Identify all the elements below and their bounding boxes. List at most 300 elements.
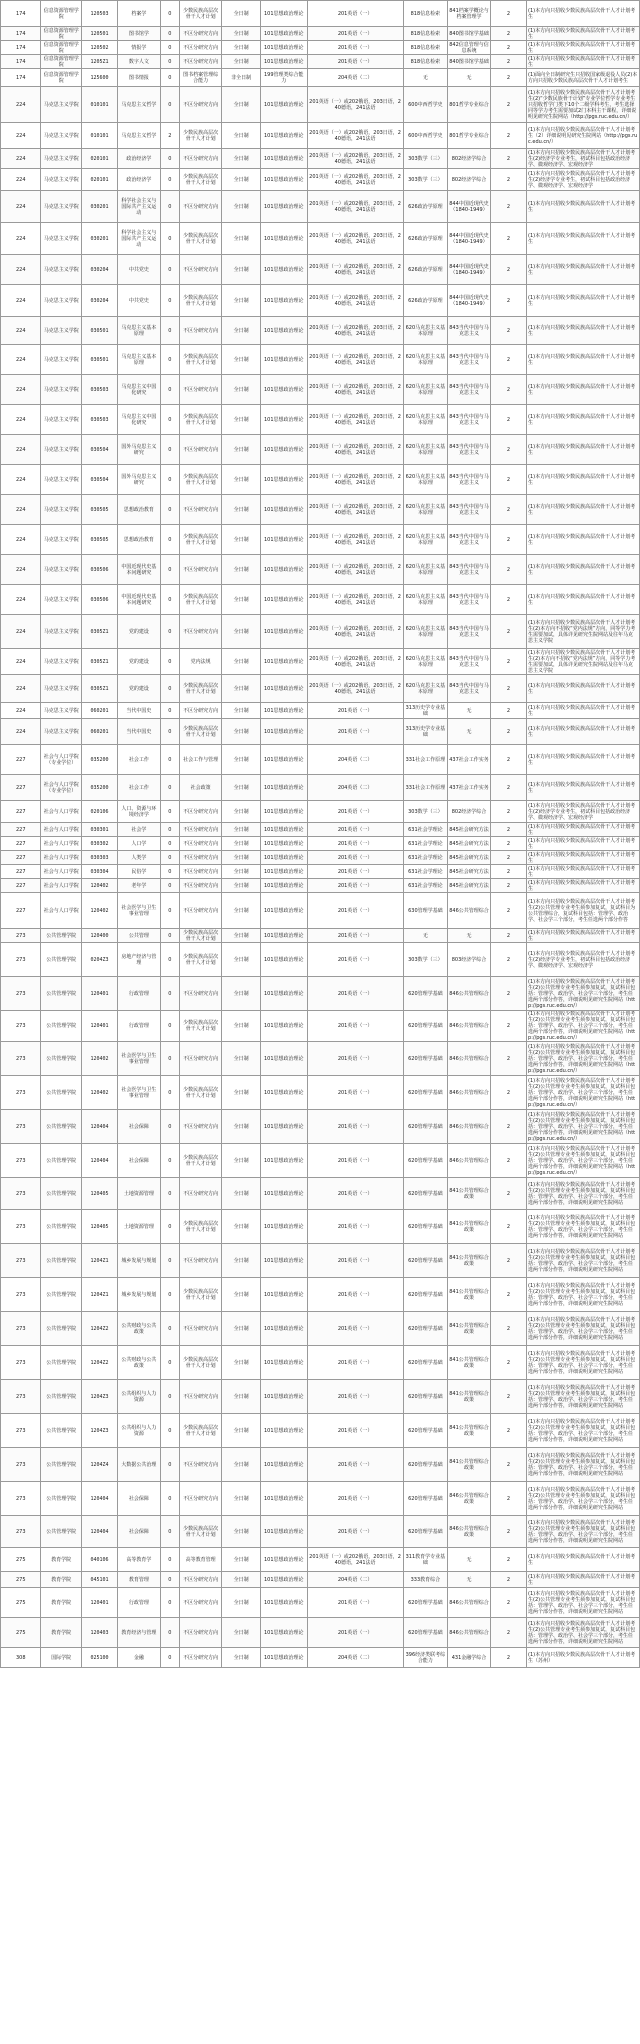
exam-language-cell: 201英语（一）或202俄语，203日语，240德语，241法语 — [307, 555, 403, 585]
remarks-cell: (1)本方向只招收少数民族高层次骨干人才计划考生(2)公共管理专业考生须参加复试，复试科目包括：管理学、政治学、社会学三个部分，考生任选两个部分作答，详细说明见研究生院网站 — [527, 1278, 640, 1312]
exam-subject1-cell: 818信息检索 — [403, 55, 448, 69]
exam-politics-cell: 101思想政治理论 — [260, 675, 307, 703]
quota-cell: 0 — [160, 1011, 179, 1042]
major-name-cell: 政治经济学 — [118, 149, 161, 169]
exam-politics-cell: 101思想政治理论 — [260, 465, 307, 495]
study-mode-cell: 非全日制 — [222, 69, 260, 87]
major-code-cell: 025100 — [81, 1648, 117, 1668]
plan-count-cell: 2 — [490, 285, 526, 317]
exam-politics-cell: 199管理类综合能力 — [260, 69, 307, 87]
direction-cell: 不区分研究方向 — [179, 1380, 222, 1414]
direction-cell: 少数民族高层次骨干人才计划 — [179, 345, 222, 375]
exam-language-cell: 201英语（一） — [307, 801, 403, 823]
school-code-cell: 227 — [1, 775, 41, 801]
table-row — [1, 55, 640, 69]
remarks-cell: (1)本方向只招收少数民族高层次骨干人才计划考生(2)公共管理专业考生须参加复试，复试科目包括：管理学、政治学、社会学三个部分，考生任选两个部分作答，详细说明见研究生院网站 — [527, 1588, 640, 1618]
school-code-cell: 273 — [1, 1144, 41, 1178]
quota-cell: 0 — [160, 615, 179, 649]
remarks-cell: (1)本方向只招收少数民族高层次骨干人才计划考生（苏州） — [527, 1648, 640, 1668]
plan-count-cell: 2 — [490, 1011, 526, 1042]
school-name-cell: 马克思主义学院 — [41, 495, 81, 525]
exam-subject1-cell: 303数学（三） — [403, 801, 448, 823]
exam-subject2-cell: 846公共管理综合政策 — [448, 1516, 491, 1548]
plan-count-cell: 2 — [490, 1618, 526, 1648]
plan-count-cell: 2 — [490, 223, 526, 255]
quota-cell: 0 — [160, 169, 179, 191]
major-name-cell: 思想政治教育 — [118, 495, 161, 525]
exam-subject2-cell: 845社会研究方法 — [448, 837, 491, 851]
major-code-cell: 035200 — [81, 775, 117, 801]
study-mode-cell: 全日制 — [222, 317, 260, 345]
quota-cell: 0 — [160, 69, 179, 87]
major-code-cell: 120401 — [81, 1011, 117, 1042]
direction-cell: 少数民族高层次骨干人才计划 — [179, 719, 222, 745]
school-code-cell: 224 — [1, 703, 41, 719]
exam-subject2-cell: 841公共管理综合政策 — [448, 1210, 491, 1244]
table-row — [1, 775, 640, 801]
remarks-cell: (1)本方向只招收少数民族高层次骨干人才计划考生 — [527, 55, 640, 69]
study-mode-cell: 全日制 — [222, 893, 260, 929]
major-code-cell: 010101 — [81, 123, 117, 149]
major-name-cell: 中共党史 — [118, 285, 161, 317]
study-mode-cell: 全日制 — [222, 1448, 260, 1482]
major-name-cell: 人类学 — [118, 851, 161, 865]
direction-cell: 不区分研究方向 — [179, 1648, 222, 1668]
school-name-cell: 公共管理学院 — [41, 1178, 81, 1210]
table-row — [1, 1011, 640, 1042]
plan-count-cell: 2 — [490, 375, 526, 405]
exam-subject1-cell: 620管理学基础 — [403, 1210, 448, 1244]
direction-cell: 不区分研究方向 — [179, 1042, 222, 1076]
exam-subject2-cell: 843当代中国与马克思主义 — [448, 465, 491, 495]
exam-language-cell: 201英语（一）或202俄语，203日语，240德语，241法语 — [307, 465, 403, 495]
exam-subject1-cell: 620马克思主义基本原理 — [403, 615, 448, 649]
remarks-cell: (1)本方向只招收少数民族高层次骨干人才计划考生 — [527, 865, 640, 879]
direction-cell: 不区分研究方向 — [179, 1178, 222, 1210]
direction-cell: 不区分研究方向 — [179, 879, 222, 893]
exam-politics-cell: 101思想政治理论 — [260, 375, 307, 405]
remarks-cell: (1)本方向只招收少数民族高层次骨干人才计划考生(2)经济学专业考生，初试科目包括政治经济学、微观经济学、宏观经济学 — [527, 943, 640, 977]
school-name-cell: 社会与人口学院 — [41, 801, 81, 823]
major-code-cell: 0305Z1 — [81, 649, 117, 675]
school-name-cell: 马克思主义学院 — [41, 435, 81, 465]
major-name-cell: 中国近现代史基本问题研究 — [118, 585, 161, 615]
table-row — [1, 375, 640, 405]
quota-cell: 0 — [160, 495, 179, 525]
exam-politics-cell: 101思想政治理论 — [260, 405, 307, 435]
exam-subject2-cell: 840图书馆学基础 — [448, 27, 491, 41]
table-row — [1, 169, 640, 191]
school-name-cell: 社会与人口学院 — [41, 893, 81, 929]
exam-language-cell: 201英语（一） — [307, 865, 403, 879]
quota-cell: 0 — [160, 801, 179, 823]
school-name-cell: 马克思主义学院 — [41, 169, 81, 191]
exam-subject2-cell: 801哲学专业综合 — [448, 87, 491, 123]
school-code-cell: 275 — [1, 1572, 41, 1588]
exam-politics-cell: 101思想政治理论 — [260, 123, 307, 149]
major-code-cell: 060201 — [81, 703, 117, 719]
school-name-cell: 马克思主义学院 — [41, 285, 81, 317]
plan-count-cell: 2 — [490, 255, 526, 285]
table-row — [1, 1648, 640, 1668]
exam-subject1-cell: 631社会学理论 — [403, 851, 448, 865]
exam-language-cell: 201英语（一） — [307, 719, 403, 745]
study-mode-cell: 全日制 — [222, 191, 260, 223]
remarks-cell: (1)本方向只招收少数民族高层次骨干人才计划考生 — [527, 929, 640, 943]
school-name-cell: 公共管理学院 — [41, 1042, 81, 1076]
study-mode-cell: 全日制 — [222, 1144, 260, 1178]
exam-subject2-cell: 842信息管理与信息系统 — [449, 41, 489, 54]
major-name-cell: 行政管理 — [118, 977, 161, 1011]
exam-subject2-cell: 802经济学综合 — [448, 169, 491, 191]
table-row — [1, 525, 640, 555]
quota-cell: 0 — [160, 837, 179, 851]
exam-subject1-cell: 600中西哲学史 — [403, 123, 448, 149]
quota-cell: 0 — [160, 1648, 179, 1668]
school-name-cell: 信息资源管理学院 — [41, 1, 81, 27]
exam-language-cell: 204英语（二） — [307, 745, 403, 775]
remarks-cell: (1)本方向只招收少数民族高层次骨干人才计划考生 — [527, 41, 640, 55]
direction-cell: 不区分研究方向 — [179, 1244, 222, 1278]
quota-cell: 0 — [160, 1244, 179, 1278]
major-code-cell: 1204Z1 — [81, 1278, 117, 1312]
exam-subject1-cell: 626政治学原理 — [403, 255, 448, 285]
plan-count-cell: 2 — [490, 675, 526, 703]
plan-count-cell: 2 — [490, 823, 526, 837]
direction-cell: 少数民族高层次骨干人才计划 — [179, 1144, 222, 1178]
study-mode-cell: 全日制 — [222, 1380, 260, 1414]
exam-subject1-cell: 620管理学基础 — [403, 1076, 448, 1110]
table-row — [1, 1572, 640, 1588]
major-name-cell: 党的建设 — [118, 675, 161, 703]
exam-subject1-cell: 626政治学原理 — [403, 191, 448, 223]
exam-subject2-cell: 843当代中国与马克思主义 — [448, 675, 491, 703]
exam-language-cell: 201英语（一） — [307, 1482, 403, 1516]
direction-cell: 不区分研究方向 — [179, 1572, 222, 1588]
school-name-cell: 信息资源管理学院 — [41, 69, 81, 87]
exam-politics-cell: 101思想政治理论 — [260, 801, 307, 823]
school-name-cell: 社会与人口学院 — [41, 865, 81, 879]
remarks-cell: (1)面向全日制研究生只招收国家级退役人员(2)本方向只招收少数民族高层次骨干人才计划考生 — [527, 69, 640, 87]
major-code-cell: 030302 — [81, 837, 117, 851]
plan-count-cell: 2 — [490, 1548, 526, 1572]
study-mode-cell: 全日制 — [222, 1, 260, 27]
quota-cell: 0 — [160, 435, 179, 465]
exam-politics-cell: 101思想政治理论 — [260, 1244, 307, 1278]
study-mode-cell: 全日制 — [222, 1312, 260, 1346]
direction-cell: 不区分研究方向 — [179, 27, 222, 41]
major-code-cell: 120402 — [81, 893, 117, 929]
major-name-cell: 马克思主义哲学 — [118, 123, 161, 149]
exam-language-cell: 201英语（一） — [307, 1042, 403, 1076]
study-mode-cell: 全日制 — [222, 745, 260, 775]
exam-language-cell: 201英语（一） — [307, 1076, 403, 1110]
plan-count-cell: 2 — [490, 27, 526, 41]
quota-cell: 0 — [160, 893, 179, 929]
direction-cell: 少数民族高层次骨干人才计划 — [179, 123, 222, 149]
exam-subject1-cell: 620马克思主义基本原理 — [403, 649, 448, 675]
table-row — [1, 1, 640, 27]
remarks-cell: (1)本方向只招收少数民族高层次骨干人才计划考生 — [527, 745, 640, 775]
major-code-cell: 030506 — [81, 555, 117, 585]
exam-subject1-cell: 313历史学专业基础 — [403, 703, 448, 719]
school-name-cell: 马克思主义学院 — [41, 555, 81, 585]
quota-cell: 0 — [160, 745, 179, 775]
direction-cell: 不区分研究方向 — [179, 317, 222, 345]
quota-cell: 0 — [160, 555, 179, 585]
exam-politics-cell: 101思想政治理论 — [260, 1110, 307, 1144]
table-row — [1, 345, 640, 375]
remarks-cell: (1)本方向只招收少数民族高层次骨干人才计划考生 — [527, 1, 640, 27]
quota-cell: 0 — [160, 405, 179, 435]
school-name-cell: 马克思主义学院 — [41, 223, 81, 255]
study-mode-cell: 全日制 — [222, 465, 260, 495]
study-mode-cell: 全日制 — [222, 649, 260, 675]
major-code-cell: 1204Z2 — [81, 1346, 117, 1380]
exam-subject2-cell: 843当代中国与马克思主义 — [448, 345, 491, 375]
exam-politics-cell: 101思想政治理论 — [260, 1588, 307, 1618]
quota-cell: 0 — [160, 375, 179, 405]
exam-language-cell: 201英语（一） — [307, 1110, 403, 1144]
quota-cell: 0 — [160, 977, 179, 1011]
table-row — [1, 719, 640, 745]
exam-politics-cell: 101思想政治理论 — [260, 1618, 307, 1648]
study-mode-cell: 全日制 — [222, 435, 260, 465]
exam-subject1-cell: 620马克思主义基本原理 — [403, 495, 448, 525]
exam-subject1-cell: 620管理学基础 — [403, 1482, 448, 1516]
plan-count-cell: 2 — [490, 1144, 526, 1178]
exam-politics-cell: 101思想政治理论 — [260, 1, 307, 27]
exam-politics-cell: 101思想政治理论 — [260, 435, 307, 465]
school-code-cell: 224 — [1, 317, 41, 345]
school-name-cell: 教育学院 — [41, 1572, 81, 1588]
remarks-cell: (1)本方向只招收少数民族高层次骨干人才计划考生(2)本方向不招收“党内法规”方向，同等学力考生需要加试，具体详见研究生院网站及往年马克思主义学院 — [527, 649, 640, 675]
exam-language-cell: 201英语（一） — [307, 929, 403, 943]
direction-cell: 不区分研究方向 — [179, 615, 222, 649]
quota-cell: 0 — [160, 1178, 179, 1210]
major-code-cell: 030204 — [81, 285, 117, 317]
major-name-cell: 党的建设 — [118, 649, 161, 675]
study-mode-cell: 全日制 — [222, 1042, 260, 1076]
quota-cell: 0 — [160, 1588, 179, 1618]
exam-subject2-cell: 846公共管理综合 — [448, 977, 491, 1011]
direction-cell: 少数民族高层次骨干人才计划 — [179, 929, 222, 943]
quota-cell: 0 — [160, 345, 179, 375]
exam-language-cell: 201英语（一） — [307, 823, 403, 837]
major-code-cell: 030503 — [81, 405, 117, 435]
exam-subject1-cell: 600中西哲学史 — [403, 87, 448, 123]
table-row — [1, 69, 640, 87]
study-mode-cell: 全日制 — [222, 775, 260, 801]
exam-politics-cell: 101思想政治理论 — [260, 703, 307, 719]
major-code-cell: 120403 — [81, 1618, 117, 1648]
school-code-cell: 273 — [1, 929, 41, 943]
school-name-cell: 公共管理学院 — [41, 1076, 81, 1110]
table-row — [1, 801, 640, 823]
study-mode-cell: 全日制 — [222, 1548, 260, 1572]
major-name-cell: 社会保障 — [118, 1516, 161, 1548]
school-code-cell: 227 — [1, 801, 41, 823]
major-name-cell: 国外马克思主义研究 — [118, 465, 161, 495]
remarks-cell: (1)本方向只招收少数民族高层次骨干人才计划考生(2)公共管理专业考生须参加复试，复试科目包括：管理学、政治学、社会学三个部分，考生任选两个部分作答，详细说明见研究生院网站（http://pgs.ruc.edu.cn/） — [527, 1076, 640, 1110]
quota-cell: 0 — [160, 1, 179, 27]
table-row — [1, 1244, 640, 1278]
major-name-cell: 人口、资源与环境经济学 — [118, 801, 161, 823]
exam-subject2-cell: 845社会研究方法 — [448, 823, 491, 837]
exam-subject2-cell: 841公共管理综合政策 — [448, 1312, 491, 1346]
exam-subject2-cell: 846公共管理综合 — [448, 1618, 491, 1648]
school-name-cell: 信息资源管理学院 — [41, 55, 81, 69]
quota-cell: 0 — [160, 1572, 179, 1588]
exam-language-cell: 201英语（一） — [307, 1312, 403, 1346]
direction-cell: 高等教育管理 — [179, 1548, 222, 1572]
exam-language-cell: 201英语（一） — [307, 977, 403, 1011]
direction-cell: 少数民族高层次骨干人才计划 — [179, 1414, 222, 1448]
school-code-cell: 224 — [1, 285, 41, 317]
school-code-cell: 224 — [1, 375, 41, 405]
exam-politics-cell: 101思想政治理论 — [260, 1572, 307, 1588]
exam-politics-cell: 101思想政治理论 — [260, 775, 307, 801]
quota-cell: 0 — [160, 1312, 179, 1346]
quota-cell: 0 — [160, 585, 179, 615]
remarks-cell: (1)本方向只招收少数民族高层次骨干人才计划考生 — [527, 285, 640, 317]
study-mode-cell: 全日制 — [222, 1346, 260, 1380]
school-code-cell: 273 — [1, 1110, 41, 1144]
table-row — [1, 649, 640, 675]
study-mode-cell: 全日制 — [222, 1618, 260, 1648]
exam-language-cell: 201英语（一） — [307, 893, 403, 929]
major-name-cell: 马克思主义基本原理 — [118, 317, 161, 345]
plan-count-cell: 2 — [490, 191, 526, 223]
major-name-cell: 社会工作 — [118, 775, 161, 801]
exam-language-cell: 201英语（一） — [307, 1011, 403, 1042]
quota-cell: 2 — [160, 123, 179, 149]
plan-count-cell: 2 — [490, 929, 526, 943]
direction-cell: 不区分研究方向 — [179, 435, 222, 465]
school-code-cell: 227 — [1, 745, 41, 775]
exam-subject1-cell: 620管理学基础 — [403, 1178, 448, 1210]
exam-politics-cell: 101思想政治理论 — [260, 525, 307, 555]
school-name-cell: 马克思主义学院 — [41, 255, 81, 285]
plan-count-cell: 2 — [490, 1278, 526, 1312]
direction-cell: 图书档案管理综合能力 — [179, 69, 222, 87]
major-code-cell: 120404 — [81, 1144, 117, 1178]
exam-subject2-cell: 802经济学综合 — [448, 149, 491, 169]
exam-subject1-cell: 620管理学基础 — [403, 1380, 448, 1414]
exam-language-cell: 201英语（一）或202俄语，203日语，240德语，241法语 — [307, 675, 403, 703]
plan-count-cell: 2 — [490, 123, 526, 149]
study-mode-cell: 全日制 — [222, 675, 260, 703]
major-code-cell: 020101 — [81, 149, 117, 169]
major-name-cell: 公共财政与公共政策 — [118, 1312, 161, 1346]
remarks-cell: (1)本方向只招收少数民族高层次骨干人才计划考生 — [527, 255, 640, 285]
school-name-cell: 马克思主义学院 — [41, 719, 81, 745]
exam-language-cell: 204英语（二） — [307, 69, 403, 87]
exam-subject2-cell: 无 — [448, 69, 491, 87]
school-code-cell: 308 — [1, 1648, 41, 1668]
major-name-cell: 社会工作 — [118, 745, 161, 775]
exam-subject2-cell: 437社会工作实务 — [448, 745, 491, 775]
plan-count-cell: 2 — [490, 1448, 526, 1482]
school-name-cell: 公共管理学院 — [41, 1448, 81, 1482]
direction-cell: 不区分研究方向 — [179, 865, 222, 879]
major-name-cell: 人口学 — [118, 837, 161, 851]
remarks-cell: (1)本方向只招收少数民族高层次骨干人才计划考生 — [527, 27, 640, 41]
plan-count-cell: 2 — [490, 837, 526, 851]
study-mode-cell: 全日制 — [222, 55, 260, 69]
table-row — [1, 223, 640, 255]
school-code-cell: 224 — [1, 123, 41, 149]
major-code-cell: 120502 — [81, 41, 117, 55]
school-code-cell: 273 — [1, 1042, 41, 1076]
school-code-cell: 227 — [1, 837, 41, 851]
exam-politics-cell: 101思想政治理论 — [260, 879, 307, 893]
plan-count-cell: 2 — [490, 893, 526, 929]
remarks-cell: (1)本方向只招收少数民族高层次骨干人才计划考生 — [527, 223, 640, 255]
exam-language-cell: 201英语（一） — [307, 703, 403, 719]
school-name-cell: 社会与人口学院 — [41, 823, 81, 837]
school-code-cell: 224 — [1, 435, 41, 465]
plan-count-cell: 2 — [490, 1210, 526, 1244]
direction-cell: 不区分研究方向 — [179, 55, 222, 69]
table-row — [1, 87, 640, 123]
plan-count-cell: 2 — [490, 1346, 526, 1380]
exam-subject1-cell: 620管理学基础 — [403, 1346, 448, 1380]
exam-subject2-cell: 841公共管理综合政策 — [448, 1448, 491, 1482]
plan-count-cell: 2 — [490, 495, 526, 525]
remarks-cell: (1)本方向只招收少数民族高层次骨干人才计划考生 — [527, 775, 640, 801]
study-mode-cell: 全日制 — [222, 929, 260, 943]
major-name-cell: 科学社会主义与国际共产主义运动 — [118, 223, 161, 255]
plan-count-cell: 2 — [490, 1414, 526, 1448]
exam-politics-cell: 101思想政治理论 — [260, 27, 307, 41]
major-code-cell: 030501 — [81, 345, 117, 375]
exam-subject1-cell: 631社会学理论 — [403, 879, 448, 893]
school-code-cell: 275 — [1, 1548, 41, 1572]
remarks-cell: (1)本方向只招收少数民族高层次骨干人才计划考生 — [527, 525, 640, 555]
school-code-cell: 273 — [1, 1448, 41, 1482]
remarks-cell: (1)本方向只招收少数民族高层次骨干人才计划考生 — [527, 317, 640, 345]
direction-cell: 不区分研究方向 — [179, 87, 222, 123]
school-name-cell: 公共管理学院 — [41, 1210, 81, 1244]
exam-subject2-cell: 无 — [448, 1572, 491, 1588]
exam-language-cell: 201英语（一） — [307, 1278, 403, 1312]
remarks-cell: (1)本方向只招收少数民族高层次骨干人才计划考生 — [527, 345, 640, 375]
study-mode-cell: 全日制 — [222, 585, 260, 615]
direction-cell: 不区分研究方向 — [179, 41, 222, 55]
exam-politics-cell: 101思想政治理论 — [260, 1210, 307, 1244]
direction-cell: 少数民族高层次骨干人才计划 — [179, 223, 222, 255]
exam-language-cell: 201英语（一）或202俄语，203日语，240德语，241法语 — [307, 149, 403, 169]
major-code-cell: 0305Z1 — [81, 615, 117, 649]
quota-cell: 0 — [160, 1380, 179, 1414]
school-name-cell: 马克思主义学院 — [41, 123, 81, 149]
study-mode-cell: 全日制 — [222, 703, 260, 719]
major-name-cell: 图书馆学 — [118, 27, 161, 41]
plan-count-cell: 2 — [490, 555, 526, 585]
remarks-cell: (1)本方向只招收少数民族高层次骨干人才计划考生 — [527, 1572, 640, 1588]
exam-language-cell: 201英语（一） — [307, 1346, 403, 1380]
school-name-cell: 马克思主义学院 — [41, 87, 81, 123]
school-code-cell: 273 — [1, 1076, 41, 1110]
exam-subject1-cell: 620管理学基础 — [403, 977, 448, 1011]
major-code-cell: 060201 — [81, 719, 117, 745]
major-code-cell: 1204Z2 — [81, 1312, 117, 1346]
exam-subject2-cell: 843当代中国与马克思主义 — [448, 375, 491, 405]
school-code-cell: 273 — [1, 1278, 41, 1312]
school-name-cell: 马克思主义学院 — [41, 317, 81, 345]
exam-subject2-cell: 无 — [448, 719, 491, 745]
